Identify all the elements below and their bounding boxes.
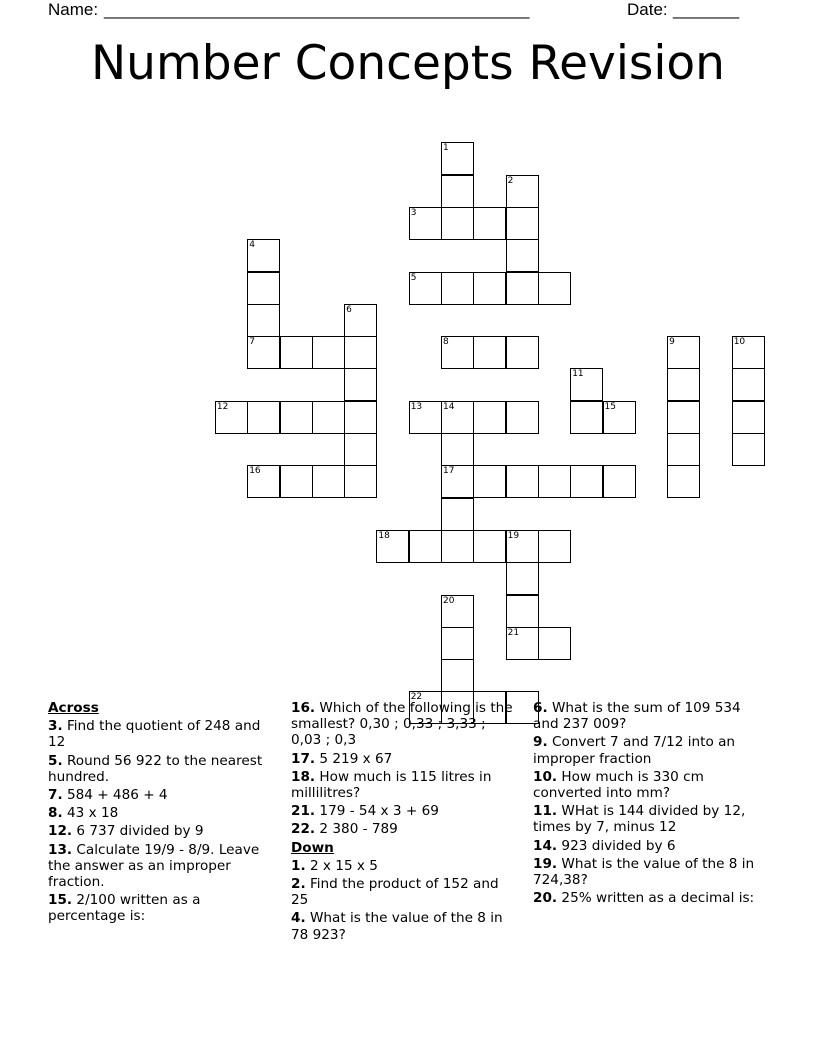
across-clue xyxy=(48,805,263,821)
clue-number: 14. xyxy=(533,837,558,854)
crossword-cell[interactable] xyxy=(570,465,603,498)
clue-number: 13. xyxy=(48,841,73,858)
cell-number: 17 xyxy=(443,466,455,477)
crossword-cell[interactable] xyxy=(441,659,474,692)
cell-number: 11 xyxy=(572,369,584,380)
cell-number: 3 xyxy=(410,207,417,218)
across-clue xyxy=(291,803,519,819)
clue-number: 2. xyxy=(291,876,306,893)
clue-text: 25% written as a decimal is: xyxy=(561,890,755,907)
down-clue xyxy=(291,858,519,874)
across-clue xyxy=(291,769,519,801)
crossword-cell[interactable] xyxy=(473,465,506,498)
crossword-cell[interactable] xyxy=(441,175,474,208)
down-clue xyxy=(533,856,761,888)
clue-text: Round 56 922 to the nearest hundred. xyxy=(48,752,263,785)
down-clue xyxy=(533,803,761,835)
crossword-cell[interactable] xyxy=(344,368,377,401)
clue-number: 4. xyxy=(291,910,306,927)
crossword-cell[interactable] xyxy=(376,530,409,563)
cell-number: 20 xyxy=(443,595,455,606)
clue-number: 20. xyxy=(533,890,558,907)
crossword-cell[interactable] xyxy=(732,433,765,466)
clue-number: 21. xyxy=(291,803,316,820)
crossword-cell[interactable] xyxy=(247,304,280,337)
crossword-cell[interactable] xyxy=(473,336,506,369)
crossword-cell[interactable] xyxy=(667,401,700,434)
crossword-cell[interactable] xyxy=(441,142,474,175)
crossword-cell[interactable] xyxy=(312,336,345,369)
clue-number: 10. xyxy=(533,768,558,785)
clue-text: 5 219 x 67 xyxy=(319,750,393,767)
crossword-cell[interactable] xyxy=(441,401,474,434)
clue-number: 8. xyxy=(48,805,63,822)
clue-text: 2 380 - 789 xyxy=(319,821,398,838)
clue-text: How much is 330 cm converted into mm? xyxy=(533,768,704,802)
crossword-cell[interactable] xyxy=(506,562,539,595)
clue-text: 2/100 written as a percentage is: xyxy=(48,892,201,925)
crossword-cell[interactable] xyxy=(667,433,700,466)
across-clue xyxy=(291,700,519,749)
down-clue xyxy=(291,910,519,942)
cell-number: 1 xyxy=(443,143,449,154)
clue-number: 9. xyxy=(533,734,548,751)
date-label: Date: xyxy=(627,0,668,19)
crossword-cell[interactable] xyxy=(441,498,474,531)
clue-number: 5. xyxy=(48,752,63,769)
crossword-cell[interactable] xyxy=(280,465,313,498)
clue-number: 12. xyxy=(48,823,73,840)
across-clue xyxy=(48,718,263,750)
down-clue xyxy=(533,700,761,732)
crossword-cell[interactable] xyxy=(441,433,474,466)
clue-text: Convert 7 and 7/12 into an improper fraction xyxy=(533,734,736,767)
clue-text: Find the product of 152 and 25 xyxy=(291,876,499,909)
crossword-cell[interactable] xyxy=(506,627,539,660)
clue-number: 3. xyxy=(48,718,63,735)
cell-number: 7 xyxy=(249,337,255,348)
name-label: Name: xyxy=(48,0,99,19)
cell-number: 18 xyxy=(378,530,390,541)
clue-number: 11. xyxy=(533,803,558,820)
crossword-cell[interactable] xyxy=(603,401,636,434)
cell-number: 4 xyxy=(249,240,255,251)
cell-number: 5 xyxy=(410,272,417,283)
crossword-cell[interactable] xyxy=(344,304,377,337)
crossword-cell[interactable] xyxy=(409,401,442,434)
clue-text: Calculate 19/9 - 8/9. Leave the answer as an improper fraction. xyxy=(48,841,260,891)
clue-number: 16. xyxy=(291,700,316,716)
clue-number: 7. xyxy=(48,787,63,804)
crossword-cell[interactable] xyxy=(473,207,506,240)
crossword-cell[interactable] xyxy=(538,627,571,660)
crossword-cell[interactable] xyxy=(538,272,571,305)
across-clue xyxy=(291,751,519,767)
clue-column-1 xyxy=(48,700,263,927)
across-clue xyxy=(48,892,263,924)
crossword-cell[interactable] xyxy=(506,530,539,563)
crossword-cell[interactable] xyxy=(506,207,539,240)
crossword-cell[interactable] xyxy=(441,272,474,305)
clue-number: 17. xyxy=(291,750,316,767)
crossword-cell[interactable] xyxy=(506,272,539,305)
page-title: Number Concepts Revision xyxy=(91,36,725,91)
crossword-cell[interactable] xyxy=(506,239,539,272)
crossword-cell[interactable] xyxy=(506,595,539,628)
cell-number: 15 xyxy=(604,401,616,412)
crossword-cell[interactable] xyxy=(344,433,377,466)
clue-text: Which of the following is the smallest? 0,30 ; 0,33 ; 3,33 ; 0,03 ; 0,3 xyxy=(291,700,513,749)
clue-text: 6 737 divided by 9 xyxy=(76,823,204,840)
crossword-cell[interactable] xyxy=(441,595,474,628)
cell-number: 13 xyxy=(410,401,423,412)
cell-number: 14 xyxy=(443,401,455,412)
crossword-cell[interactable] xyxy=(667,368,700,401)
across-heading: Across xyxy=(48,700,99,716)
clue-text: What is the sum of 109 534 and 237 009? xyxy=(533,700,741,733)
down-clue xyxy=(533,734,761,766)
crossword-cell[interactable] xyxy=(441,627,474,660)
across-clue xyxy=(291,821,519,837)
cell-number: 22 xyxy=(410,692,423,703)
crossword-cell[interactable] xyxy=(506,336,539,369)
crossword-cell[interactable] xyxy=(409,207,442,240)
cell-number: 12 xyxy=(216,401,229,412)
clue-text: WHat is 144 divided by 12, times by 7, minus 12 xyxy=(533,803,746,836)
clue-text: 923 divided by 6 xyxy=(561,837,676,854)
clue-text: 179 - 54 x 3 + 69 xyxy=(319,803,439,820)
clue-number: 19. xyxy=(533,855,558,872)
cell-number: 10 xyxy=(733,337,746,348)
crossword-cell[interactable] xyxy=(538,465,571,498)
crossword-cell[interactable] xyxy=(409,530,442,563)
crossword-cell[interactable] xyxy=(667,336,700,369)
crossword-cell[interactable] xyxy=(215,401,248,434)
crossword-cell[interactable] xyxy=(247,401,280,434)
clue-column-2 xyxy=(291,700,519,945)
clue-text: 2 x 15 x 5 xyxy=(309,857,378,874)
cell-number: 6 xyxy=(346,304,352,315)
across-clue xyxy=(48,842,263,891)
crossword-cell[interactable] xyxy=(570,401,603,434)
crossword-cell[interactable] xyxy=(732,336,765,369)
clue-number: 15. xyxy=(48,892,73,909)
crossword-cell[interactable] xyxy=(506,175,539,208)
crossword-cell[interactable] xyxy=(441,465,474,498)
down-heading: Down xyxy=(291,839,334,856)
crossword-cell[interactable] xyxy=(247,272,280,305)
clue-number: 1. xyxy=(291,857,306,874)
crossword-cell[interactable] xyxy=(732,368,765,401)
clue-number: 6. xyxy=(533,700,548,716)
crossword-cell[interactable] xyxy=(506,401,539,434)
cell-number: 16 xyxy=(249,466,261,477)
crossword-cell[interactable] xyxy=(667,465,700,498)
crossword-cell[interactable] xyxy=(570,368,603,401)
crossword-cell[interactable] xyxy=(441,336,474,369)
crossword-cell[interactable] xyxy=(473,272,506,305)
crossword-cell[interactable] xyxy=(247,336,280,369)
crossword-cell[interactable] xyxy=(280,401,313,434)
clue-text: Find the quotient of 248 and 12 xyxy=(48,718,261,751)
date-line[interactable]: _______ xyxy=(673,0,740,19)
clue-text: What is the value of the 8 in 78 923? xyxy=(291,910,503,943)
crossword-cell[interactable] xyxy=(312,465,345,498)
cell-number: 2 xyxy=(507,175,514,186)
crossword-cell[interactable] xyxy=(247,465,280,498)
crossword-cell[interactable] xyxy=(441,207,474,240)
crossword-cell[interactable] xyxy=(441,530,474,563)
down-clue xyxy=(533,769,761,801)
across-clue xyxy=(48,753,263,785)
crossword-cell[interactable] xyxy=(506,465,539,498)
crossword-cell[interactable] xyxy=(344,465,377,498)
crossword-cell[interactable] xyxy=(409,272,442,305)
crossword-cell[interactable] xyxy=(344,401,377,434)
crossword-cell[interactable] xyxy=(473,530,506,563)
down-clue xyxy=(291,876,519,908)
crossword-cell[interactable] xyxy=(247,239,280,272)
crossword-cell[interactable] xyxy=(280,336,313,369)
clue-column-3 xyxy=(533,700,761,908)
clue-text: 584 + 486 + 4 xyxy=(66,787,168,804)
clue-text: How much is 115 litres in millilitres? xyxy=(291,768,492,802)
crossword-cell[interactable] xyxy=(538,530,571,563)
across-clue xyxy=(48,787,263,803)
down-clue xyxy=(533,838,761,854)
clue-text: What is the value of the 8 in 724,38? xyxy=(533,855,755,889)
crossword-cell[interactable] xyxy=(732,401,765,434)
clue-text: 43 x 18 xyxy=(66,805,119,822)
name-line[interactable]: _____________________________________________ xyxy=(104,0,530,19)
across-clue xyxy=(48,823,263,839)
crossword-cell[interactable] xyxy=(603,465,636,498)
crossword-cell[interactable] xyxy=(473,401,506,434)
cell-number: 8 xyxy=(443,337,449,348)
crossword-cell[interactable] xyxy=(312,401,345,434)
clue-number: 18. xyxy=(291,768,316,785)
cell-number: 19 xyxy=(507,530,520,541)
cell-number: 21 xyxy=(507,627,520,638)
clue-number: 22. xyxy=(291,821,316,838)
crossword-cell[interactable] xyxy=(344,336,377,369)
cell-number: 9 xyxy=(669,337,675,348)
down-clue xyxy=(533,890,761,906)
